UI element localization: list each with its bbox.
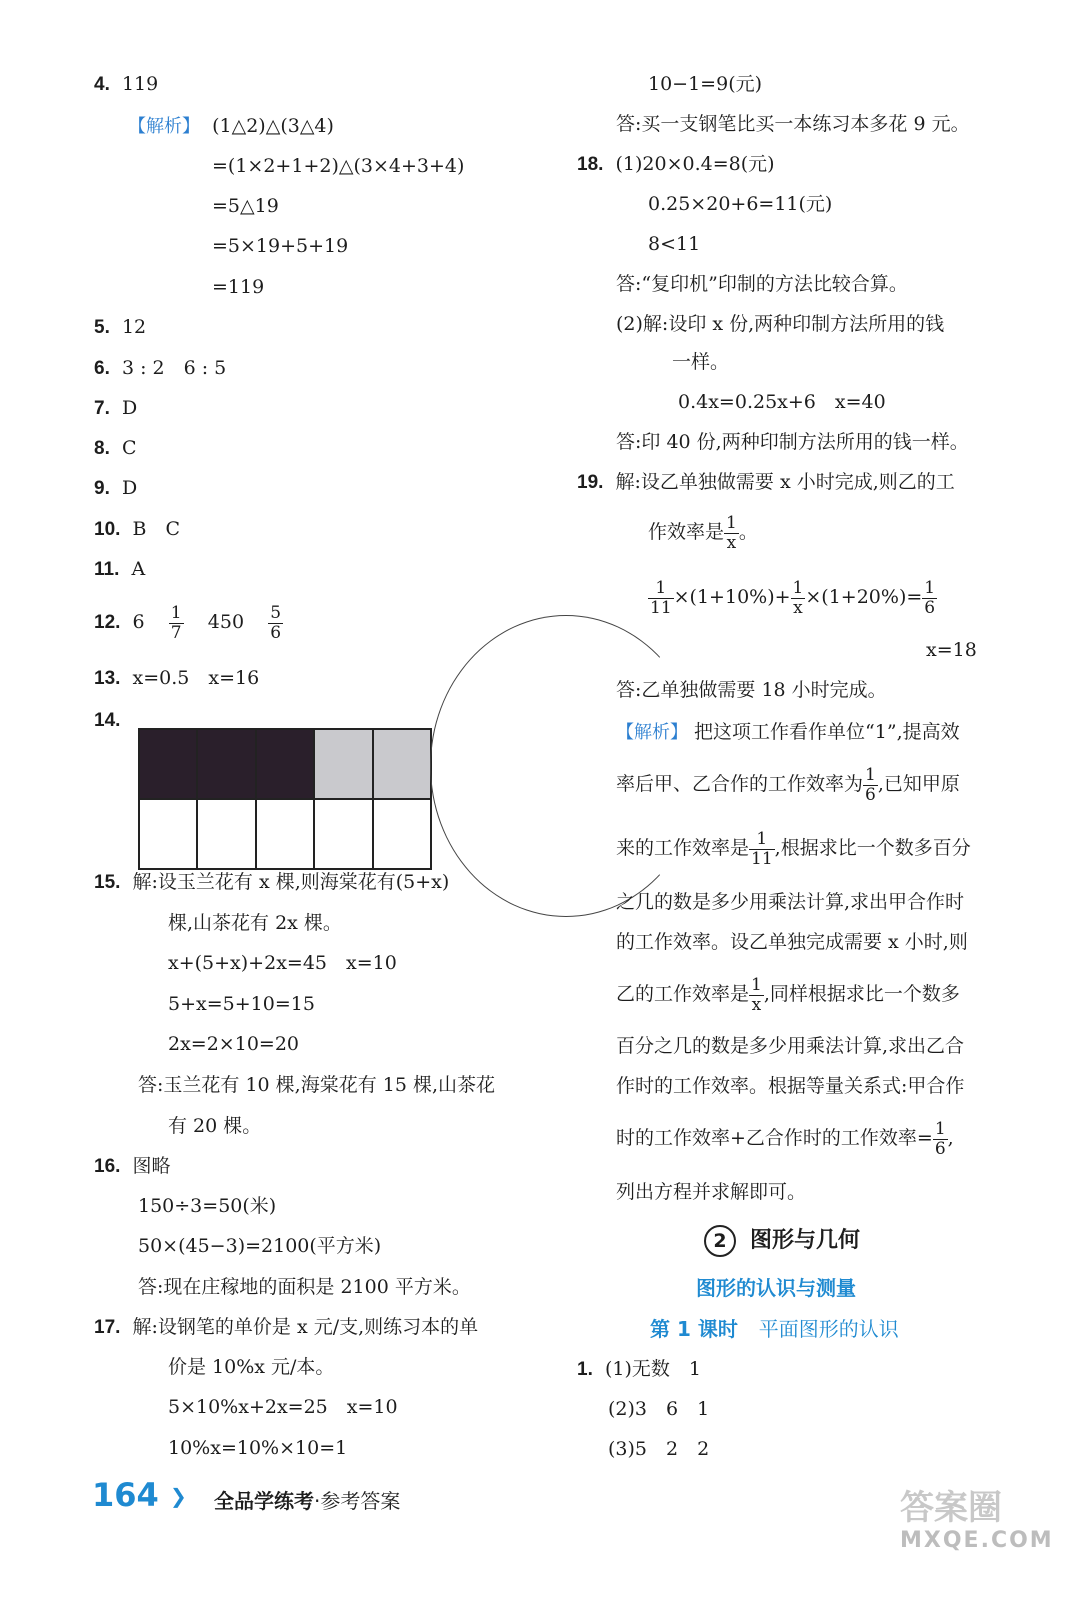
q18-line2: 0.25×20+6=11(元) — [648, 193, 833, 215]
r-q1-line1: 1. (1)无数 1 — [577, 1358, 701, 1380]
q19-line1: 19. 解:设乙单独做需要 x 小时完成,则乙的工 — [577, 471, 955, 493]
q19-analysis-7: 百分之几的数是多少用乘法计算,求出乙合 — [616, 1035, 965, 1057]
q15-line1: 15. 解:设玉兰花有 x 棵,则海棠花有(5+x) — [94, 871, 450, 893]
q16-line1: 16. 图略 — [94, 1155, 171, 1177]
q14-num: 14. — [94, 710, 121, 731]
q19-analysis-8: 作时的工作效率。根据等量关系式:甲合作 — [616, 1075, 965, 1097]
q4-step4: =5×19+5+19 — [212, 235, 349, 257]
q4: 4. 119 — [94, 73, 159, 95]
q14-shaded-grid — [138, 728, 432, 870]
q15-line2: 棵,山茶花有 2x 棵。 — [168, 912, 342, 934]
q15-line6: 答:玉兰花有 10 棵,海棠花有 15 棵,山茶花 — [138, 1074, 495, 1096]
q19-analysis-6: 乙的工作效率是 $\frac{1}{x}$ ,同样根据求比一个数多 — [616, 974, 960, 1015]
r-q1-line3: (3)5 2 2 — [608, 1438, 710, 1460]
q6: 6. 3 : 2 6 : 5 — [94, 357, 227, 379]
footer-label: 全品学练考·参考答案 — [214, 1489, 401, 1513]
q4-step5: =119 — [212, 276, 265, 298]
grid-cell-shaded — [197, 729, 255, 799]
q19-analysis-1: 【解析】 把这项工作看作单位“1”,提高效 — [616, 721, 960, 743]
q17-line2: 价是 10%x 元/本。 — [168, 1356, 335, 1378]
q19-analysis-2: 率后甲、乙合作的工作效率为 $\frac{1}{6}$ ,已知甲原 — [616, 764, 960, 805]
grid-cell-empty — [314, 799, 372, 869]
arrow-icon: ❯ — [170, 1484, 187, 1508]
section-badge: 2 — [704, 1225, 736, 1257]
q17c-line1: 10−1=9(元) — [648, 73, 763, 95]
grid-cell-empty — [373, 799, 431, 869]
fraction-1-x: $\frac{1}{x}$ — [726, 512, 737, 553]
q7: 7. D — [94, 397, 138, 419]
q19-answer: 答:乙单独做需要 18 小时完成。 — [616, 679, 887, 701]
q16-line3: 50×(45−3)=2100(平方米) — [138, 1235, 382, 1257]
fraction-1-x: $\frac{1}{x}$ — [792, 577, 804, 618]
q17-line3: 5×10%x+2x=25 x=10 — [168, 1396, 398, 1418]
q15-line3: x+(5+x)+2x=45 x=10 — [168, 952, 397, 974]
q4-analysis: 【解析】 (1△2)△(3△4) — [128, 115, 334, 137]
watermark-url: MXQE.COM — [900, 1528, 1054, 1553]
fraction-1-6: $\frac{1}{6}$ — [924, 577, 936, 618]
q15-line4: 5+x=5+10=15 — [168, 993, 315, 1015]
q19-equation: $\frac{1}{11}$ ×(1+10%)+ $\frac{1}{x}$ ×(1+20%)= $\frac{1}{6}$ — [650, 577, 936, 618]
q18-line8: 答:印 40 份,两种印制方法所用的钱一样。 — [616, 431, 969, 453]
q11: 11. A — [94, 558, 146, 580]
grid-cell-shaded — [139, 729, 197, 799]
grid-cell-empty — [197, 799, 255, 869]
watermark-logo: 答案圈 — [900, 1488, 1002, 1528]
q19-line2: 作效率是 $\frac{1}{x}$ 。 — [648, 512, 758, 553]
fraction-1-6: $\frac{1}{6}$ — [865, 764, 876, 805]
q19-analysis-10: 列出方程并求解即可。 — [616, 1181, 807, 1203]
q18-line5: (2)解:设印 x 份,两种印制方法所用的钱 — [616, 313, 945, 335]
lesson-heading: 第 1 课时 平面图形的认识 — [650, 1317, 899, 1341]
q19-solution: x=18 — [926, 639, 977, 661]
r-q1-line2: (2)3 6 1 — [608, 1398, 710, 1420]
fraction-1-11: $\frac{1}{11}$ — [650, 577, 672, 618]
section-title: 图形与几何 — [750, 1228, 861, 1253]
q18-line6: 一样。 — [672, 351, 730, 373]
q9: 9. D — [94, 477, 138, 499]
q19-analysis-9: 时的工作效率+乙合作时的工作效率= $\frac{1}{6}$ , — [616, 1118, 954, 1159]
q15-line5: 2x=2×10=20 — [168, 1033, 300, 1055]
section-heading — [704, 1225, 860, 1257]
subsection-title: 图形的认识与测量 — [696, 1276, 856, 1300]
q4-step2: =(1×2+1+2)△(3×4+3+4) — [212, 155, 465, 177]
q19-analysis-3: 来的工作效率是 $\frac{1}{11}$ ,根据求比一个数多百分 — [616, 828, 971, 869]
q12: 12. 6 $\frac{1}{7}$ 450 $\frac{5}{6}$ — [94, 602, 282, 643]
q17c-line2: 答:买一支钢笔比买一本练习本多花 9 元。 — [616, 113, 970, 135]
q18-line1: 18. (1)20×0.4=8(元) — [577, 153, 775, 175]
fraction-1-11: $\frac{1}{11}$ — [751, 828, 773, 869]
grid-cell-empty — [256, 799, 314, 869]
q4-step3: =5△19 — [212, 195, 279, 217]
grid-cell-light — [314, 729, 372, 799]
q17-line1: 17. 解:设钢笔的单价是 x 元/支,则练习本的单 — [94, 1316, 479, 1338]
fraction-1-6: $\frac{1}{6}$ — [934, 1118, 946, 1159]
q15-line7: 有 20 棵。 — [168, 1115, 262, 1137]
q5: 5. 12 — [94, 316, 147, 338]
q18-line3: 8<11 — [648, 233, 701, 255]
page-number: 164 — [92, 1476, 159, 1514]
analysis-tag: 【解析】 — [616, 722, 688, 743]
grid-cell-empty — [139, 799, 197, 869]
analysis-tag: 【解析】 — [128, 116, 200, 137]
q13: 13. x=0.5 x=16 — [94, 667, 260, 689]
q16-line4: 答:现在庄稼地的面积是 2100 平方米。 — [138, 1276, 471, 1298]
q16-line2: 150÷3=50(米) — [138, 1195, 277, 1217]
q10: 10. B C — [94, 518, 181, 540]
fraction-1-7: $\frac{1}{7}$ — [170, 602, 182, 643]
q8: 8. C — [94, 437, 137, 459]
q19-analysis-5: 的工作效率。设乙单独完成需要 x 小时,则 — [616, 931, 968, 953]
fraction-5-6: $\frac{5}{6}$ — [270, 602, 282, 643]
q18-line4: 答:“复印机”印制的方法比较合算。 — [616, 273, 908, 295]
q18-line7: 0.4x=0.25x+6 x=40 — [678, 391, 886, 413]
fraction-1-x: $\frac{1}{x}$ — [751, 974, 762, 1015]
q17-line4: 10%x=10%×10=1 — [168, 1437, 348, 1459]
q19-analysis-4: 之几的数是多少用乘法计算,求出甲合作时 — [616, 891, 965, 913]
grid-cell-light — [373, 729, 431, 799]
grid-cell-shaded — [256, 729, 314, 799]
